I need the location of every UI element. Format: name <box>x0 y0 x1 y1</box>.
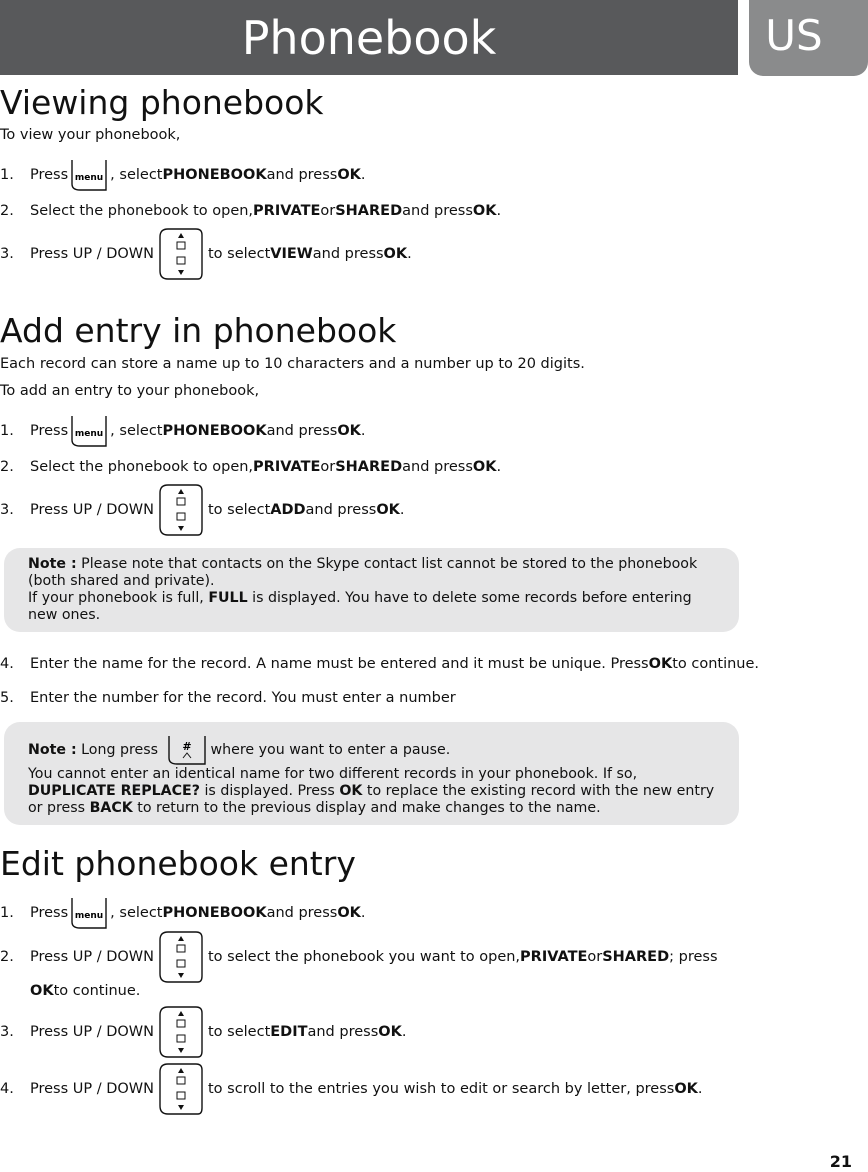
add-step-1: 1. Press menu , select PHONEBOOK and press OK . <box>0 406 366 456</box>
page-number: 21 <box>829 1152 852 1171</box>
view-step-3: 3. Press UP / DOWN to select VIEW and press OK . <box>0 226 412 282</box>
heading-add-entry: Add entry in phonebook <box>0 311 397 350</box>
svg-text:menu: menu <box>75 911 104 921</box>
note-box-pause-duplicate <box>4 722 739 825</box>
nav-up-down-key-icon <box>158 1062 204 1116</box>
edit-step-2-continued: OK to continue. <box>30 983 141 999</box>
menu-key-icon <box>70 158 108 192</box>
note-box-phonebook-full <box>4 548 739 632</box>
svg-text:#: # <box>181 740 192 753</box>
svg-text:menu: menu <box>75 173 104 183</box>
language-tab-label: US <box>765 11 823 60</box>
hash-key-icon <box>167 734 207 766</box>
view-step-2: 2. Select the phonebook to open, PRIVATE or SHARED and press OK . <box>0 203 502 219</box>
heading-viewing-phonebook: Viewing phonebook <box>0 83 324 122</box>
note-text: Note : Long press # where you want to enter a pause. You cannot enter an identical name for two different records in your phonebook. If so, DUPLICATE REPLACE? is displayed. Press OK to replace the existing record with the new entry or press BACK to return to the previous display and make changes to the name. <box>28 734 719 817</box>
add-step-2: 2. Select the phonebook to open, PRIVATE or SHARED and press OK . <box>0 459 502 475</box>
view-intro: To view your phonebook, <box>0 127 181 143</box>
edit-step-2: 2. Press UP / DOWN to select the phonebook you want to open, PRIVATE or SHARED ; press <box>0 929 718 985</box>
add-intro-1: Each record can store a name up to 10 characters and a number up to 20 digits. <box>0 356 585 372</box>
edit-step-1: 1. Press menu , select PHONEBOOK and press OK . <box>0 888 366 938</box>
add-intro-2: To add an entry to your phonebook, <box>0 383 260 399</box>
view-step-1: 1. Press menu , select PHONEBOOK and press OK . <box>0 150 366 200</box>
menu-key-icon <box>70 896 108 930</box>
svg-text:menu: menu <box>75 429 104 439</box>
nav-up-down-key-icon <box>158 930 204 984</box>
nav-up-down-key-icon <box>158 1005 204 1059</box>
nav-up-down-key-icon <box>158 227 204 281</box>
menu-key-icon <box>70 414 108 448</box>
nav-up-down-key-icon <box>158 483 204 537</box>
add-step-4: 4. Enter the name for the record. A name must be entered and it must be unique. Press OK to continue. <box>0 656 760 672</box>
add-step-5: 5. Enter the number for the record. You must enter a number <box>0 690 456 706</box>
page-title: Phonebook <box>241 11 497 65</box>
heading-edit-entry: Edit phonebook entry <box>0 844 356 883</box>
note-text: Note : Please note that contacts on the Skype contact list cannot be stored to the phonebook (both shared and private). If your phonebook is full, FULL is displayed. You have to delete some records before entering new ones. <box>28 556 698 623</box>
edit-step-4: 4. Press UP / DOWN to scroll to the entries you wish to edit or search by letter, press OK . <box>0 1061 703 1117</box>
edit-step-3: 3. Press UP / DOWN to select EDIT and press OK . <box>0 1004 406 1060</box>
add-step-3: 3. Press UP / DOWN to select ADD and press OK . <box>0 482 404 538</box>
